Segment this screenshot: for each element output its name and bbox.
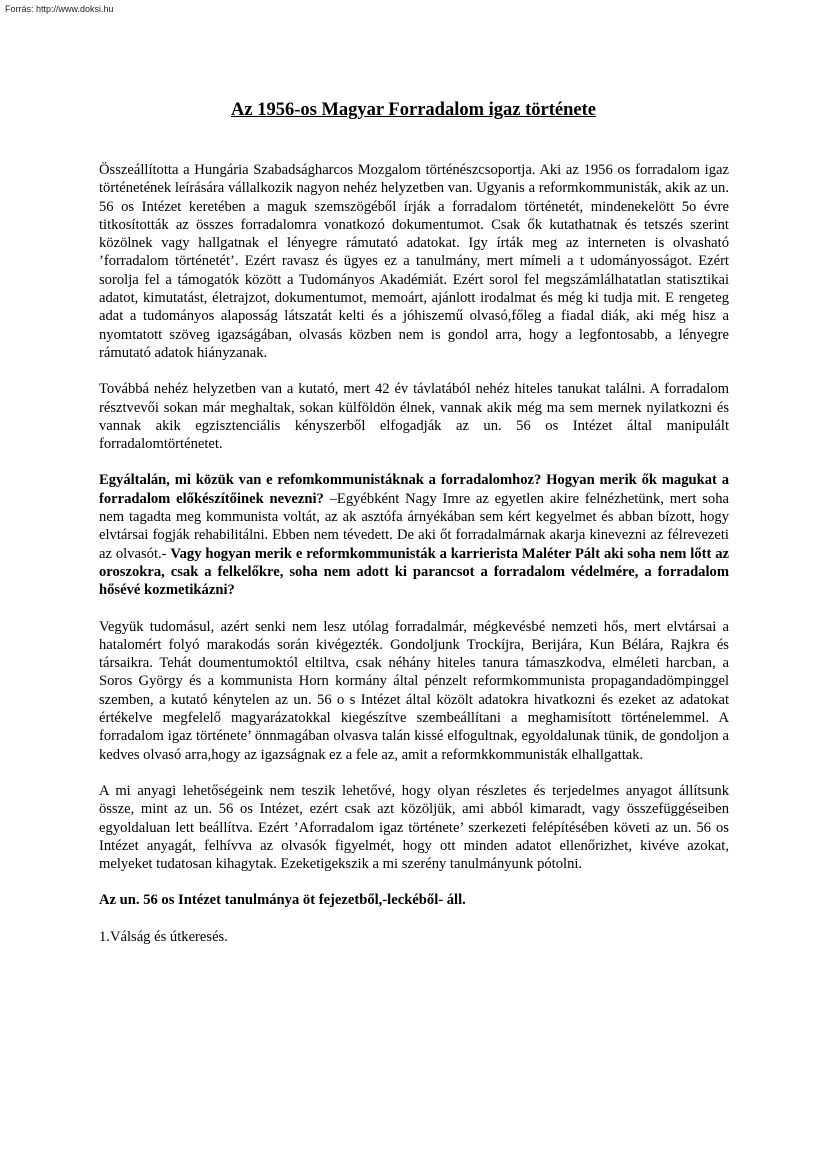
paragraph-nagy-imre-text: –Egyébként Nagy Imre az egyetlen akire felnézhetünk, mert soha nem tagadta meg kommunista voltát, az ak asztófa árnyékában sem kért kegyelmet és abban bízott, hogy elvtársai fogják rehabilitálni. Ebben nem tévedett. De aki őt forradalmárnak akarja kinevezni az félrevezeti az olvasót.- <box>99 490 729 562</box>
paragraph-resources: A mi anyagi lehetőségeink nem teszik lehetővé, hogy olyan részletes és terjedelmes anyagot állítsunk össze, mint az un. 56 os Intézet, ezért csak azt közöljük, ami abból kimaradt, vagy összefüggéseiben egyoldaluan lett beállítva. Ezért ’Aforradalom igaz története’ szerkezeti felépítésében követi az un. 56 os Intézet anyagát, felhívva az olvasók figyelmét, hogy ott minden adatot ellenőrizhet, kivéve azokat, melyeket tudatosan kihagytak. Ezeketigekszik a mi szerény tanulmányunk pótolni. <box>99 782 729 873</box>
paragraph-researcher-difficulty: Továbbá nehéz helyzetben van a kutató, mert 42 év távlatából nehéz hiteles tanukat találni. A forradalom résztvevői sokan már meghaltak, sokan külföldön élnek, vannak akik még ma sem mernek nyilatkozni és vannak akik egzisztenciális kényszerből elfogadják az un. 56 os Intézet által manipulált forradalomtörténetet. <box>99 381 729 453</box>
paragraph-reform-communists <box>99 471 729 599</box>
paragraph-chapters-heading: Az un. 56 os Intézet tanulmánya öt fejezetből,-leckéből- áll. <box>99 892 466 909</box>
chapter-1-heading: 1.Válság és útkeresés. <box>99 928 228 945</box>
paragraph-intro: Összeállította a Hungária Szabadságharcos Mozgalom történészcsoportja. Aki az 1956 os forradalom igaz történetének leírására vállalkozik nagyon nehéz helyzetben van. Ugyanis a reformkommunisták, akik az un. 56 os Intézet keretében a maguk szemszögéből írják a forradalom történetét, mindenekelött 5o évre titkosították az összes forradalomra vonatkozó dokumentumot. Csak ők kutathatnak és tetszés szerint közölnek vagy hallgatnak el lényegre rámutató adatokat. Igy írták meg az interneten is olvasható ’forradalom történetét’. Ezért ravasz és ügyes ez a tanulmány, mert mímeli a t udományosságot. Ezért sorolja fel a támogatók között a Tudományos Akadémiát. Ezért sorol fel megszámlálhatatlan statisztikai adatot, kimutatást, életrajzot, dokumentumot, memoárt, ajánlott irodalmat és még ki tudja mit. E rengeteg adat a tudományos alaposság látszatát kelti és a jóhiszemű olvasó,főleg a fiadal diák, aki még hisz a nyomtatott szöveg igazságában, olvasás közben nem is gondol arra, hogy a legfontosabb, a lényegre rámutató adatok hiányzanak. <box>99 162 729 361</box>
document-title: Az 1956-os Magyar Forradalom igaz története <box>231 100 596 120</box>
bold-question-2: Vagy hogyan merik e reformkommunisták a karrierista Maléter Pált aki soha nem lőtt az oroszokra, csak a felkelőkre, soha nem adott ki parancsot a forradalom védelmére, a forradalom hősévé kozmetikázni? <box>99 545 729 599</box>
source-url-label: Forrás: http://www.doksi.hu <box>5 4 114 14</box>
bold-question-1: Egyáltalán, mi közük van e refomkommunistáknak a forradalomhoz? Hogyan merik ők magukat a forradalom előkészítőinek nevezni? <box>99 472 729 507</box>
document-body <box>99 161 729 964</box>
paragraph-national-hero: Vegyük tudomásul, azért senki nem lesz utólag forradalmár, mégkevésbé nemzeti hős, mert elvtársai a hatalomért folyó marakodás során kivégezték. Gondoljunk Trockíjra, Berijára, Kun Bélára, Rajkra és társaikra. Tehát doumentumoktól eltiltva, csak néhány hiteles tanura támaszkodva, elméleti harcban, a Soros György és a kommunista Horn kormány által pénzelt reformkommunista propagandadömpinggel szemben, a kutató kénytelen az un. 56 o s Intézet által közölt adatokra hivatkozni és ezeket az adatokat értékelve megfelelő magyarázatokkal kiegészítve szembeállítani a meghamisított történelemmel. A forradalom igaz története’ önnmagában olvasva talán kissé elfogultnak, egyoldalunak tünik, de gondoljon a kedves olvasó arra,hogy az igazságnak ez a fele az, amit a reformkkommunisták elhallgattak. <box>99 618 729 763</box>
